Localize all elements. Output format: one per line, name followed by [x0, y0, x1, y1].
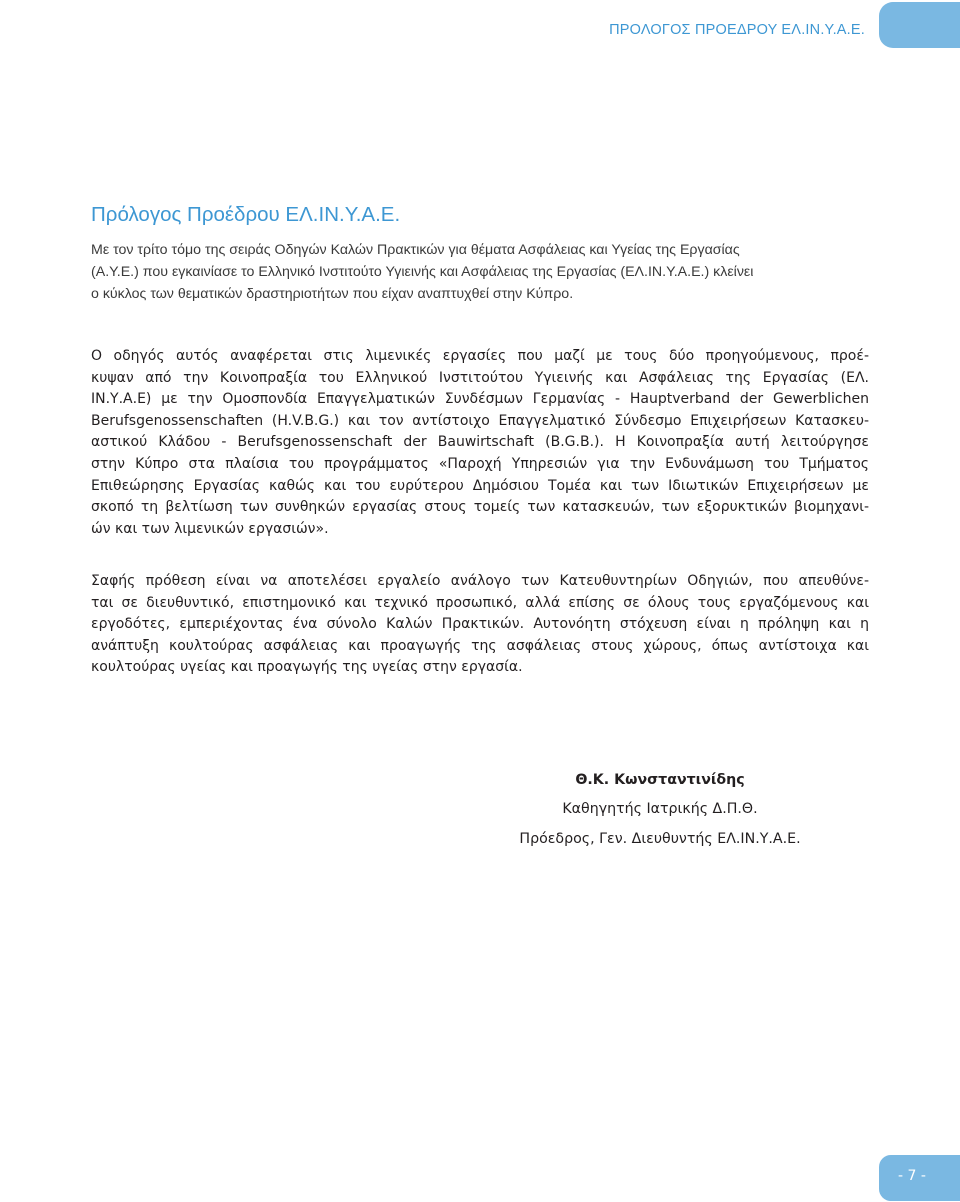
paragraph-line: εργοδότες, εμπεριέχοντας ένα σύνολο Καλών Πρακτικών. Αυτονόητη στόχευση είναι η πρόληψη και η — [91, 616, 869, 633]
paragraph-intro — [91, 239, 869, 306]
paragraph-line: στην Κύπρο στα πλαίσια του προγράμματος «Παροχή Υπηρεσιών για την Ενδυνάμωση του Τμήματος — [91, 455, 869, 472]
signature-name: Θ.Κ. Κωνσταντινίδης — [575, 772, 745, 788]
paragraph-line: Επιθεώρησης Εργασίας καθώς και του ευρύτερου Δημόσιου Τομέα και των Ιδιωτικών Επιχειρήσεων με — [91, 477, 869, 494]
paragraph-line: Σαφής πρόθεση είναι να αποτελέσει εργαλείο ανάλογο των Κατευθυντηρίων Οδηγιών, που απευθύνε- — [91, 573, 869, 589]
signature-title: Καθηγητής Ιατρικής Δ.Π.Θ. — [562, 801, 758, 817]
paragraph-line: Ο οδηγός αυτός αναφέρεται στις λιμενικές εργασίες που μαζί με τους δύο προηγούμενους, προέ- — [91, 348, 869, 364]
paragraph-line: ο κύκλος των θεματικών δραστηριοτήτων που είχαν αναπτυχθεί στην Κύπρο. — [91, 286, 574, 303]
paragraph-line: Με τον τρίτο τόμο της σειράς Οδηγών Καλών Πρακτικών για θέματα Ασφάλειας και Υγείας της Εργασίας — [91, 242, 740, 258]
paragraph-guide — [91, 346, 869, 540]
paragraph-line: αστικού Κλάδου - Berufsgenossenschaft der Bauwirtschaft (B.G.B.). Η Κοινοπραξία αυτή λειτούργησε — [91, 434, 869, 451]
paragraph-line: ται σε διευθυντικό, επιστημονικό και τεχνικό προσωπικό, αλλά επίσης σε όλους τους εργαζόμενους και — [91, 594, 869, 611]
paragraph-purpose — [91, 571, 869, 679]
paragraph-line: (Α.Υ.Ε.) που εγκαινίασε το Ελληνικό Ινστιτούτο Υγιεινής και Ασφάλειας της Εργασίας (ΕΛ.ΙΝ.Υ.Α.Ε.) κλείνει — [91, 264, 754, 281]
page-heading: Πρόλογος Προέδρου ΕΛ.ΙΝ.Υ.Α.Ε. — [91, 203, 401, 226]
running-header: ΠΡΟΛΟΓΟΣ ΠΡΟΕΔΡΟΥ ΕΛ.ΙΝ.Υ.Α.Ε. — [609, 22, 865, 38]
paragraph-line: κουλτούρας υγείας και προαγωγής της υγείας στην εργασία. — [91, 659, 523, 676]
paragraph-line: κυψαν από την Κοινοπραξία του Ελληνικού Ινστιτούτου Υγιεινής και Ασφάλειας της Εργασίας (ΕΛ. — [91, 369, 869, 386]
paragraph-line: ΙΝ.Υ.Α.Ε) με την Ομοσπονδία Επαγγελματικών Συνδέσμων Γερμανίας - Hauptverband der Gewerblichen — [91, 391, 869, 408]
paragraph-line: ών και των λιμενικών εργασιών». — [91, 520, 329, 537]
paragraph-line: Berufsgenossenschaften (H.V.B.G.) και τον αντίστοιχο Επαγγελματικό Σύνδεσμο Επιχειρήσεων Κατασκευ- — [91, 412, 869, 429]
signature-role: Πρόεδρος, Γεν. Διευθυντής ΕΛ.ΙΝ.Υ.Α.Ε. — [519, 831, 801, 847]
page-number: - 7 - — [898, 1168, 926, 1184]
paragraph-line: σκοπό τη βελτίωση των συνθηκών εργασίας στους τομείς των κατασκευών, των εξορυκτικών βιομηχανι- — [91, 499, 869, 516]
paragraph-line: ανάπτυξη κουλτούρας ασφάλειας και προαγωγής της ασφάλειας στους χώρους, όπως αντίστοιχα και — [91, 637, 869, 654]
header-tab-decoration — [879, 2, 960, 48]
